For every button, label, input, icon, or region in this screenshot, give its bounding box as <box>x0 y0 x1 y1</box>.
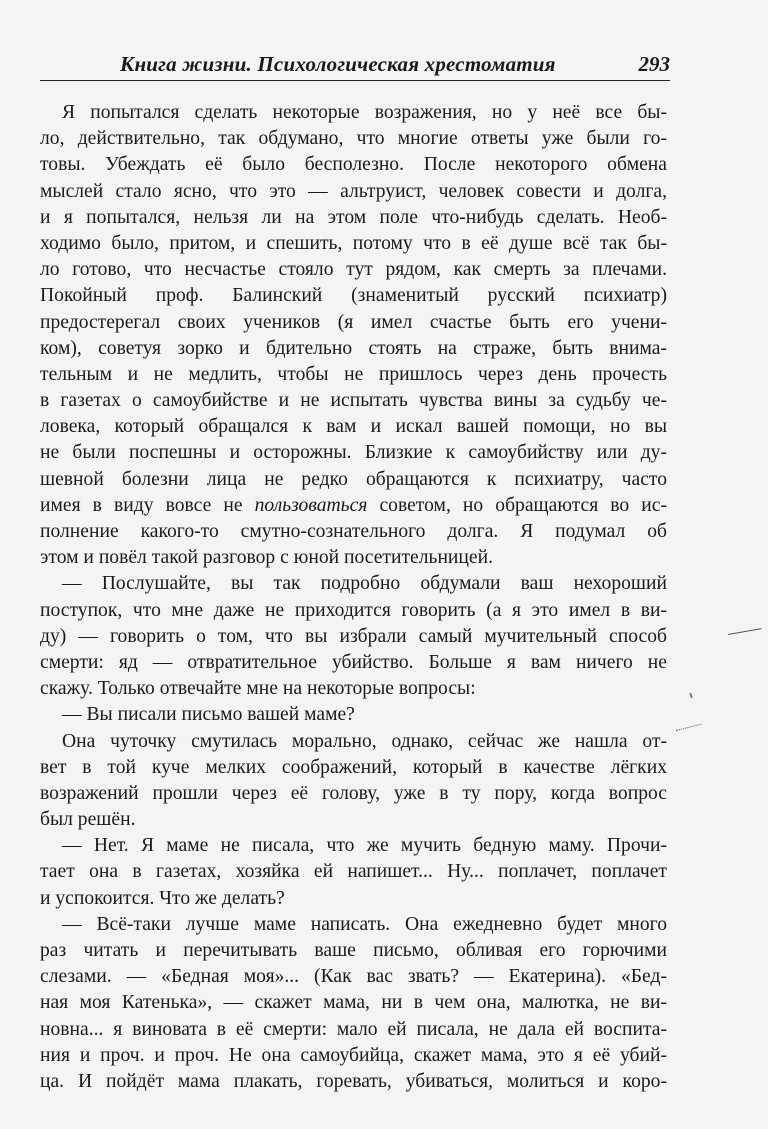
text-line: шевной болезни лица не редко обращаются к психиатру, часто <box>40 468 667 490</box>
text-line: ло, действительно, так обдумано, что многие ответы уже были го- <box>40 128 667 150</box>
header-rule <box>40 80 670 81</box>
text-line: ная моя Катенька», — скажет мама, ни в чем она, малютка, не ви- <box>40 992 667 1014</box>
pencil-scribble <box>676 724 701 731</box>
text-line: мыслей стало ясно, что это — альтруист, человек совести и долга, <box>40 180 667 202</box>
emphasis-text: пользоваться <box>254 494 368 516</box>
text-line: — Вы писали письмо вашей маме? <box>62 704 355 726</box>
text-line: смерти: яд — отвратительное убийство. Больше я вам ничего не <box>40 651 667 673</box>
text-line: поступок, что мне даже не приходится говорить (а я это имел в ви- <box>40 599 667 621</box>
text-line: в газетах о самоубийстве и не испытать чувства вины за судьбу че- <box>40 390 667 412</box>
text-segment: советом, но обращаются во ис- <box>367 494 667 516</box>
text-line: скажу. Только отвечайте мне на некоторые вопросы: <box>40 678 476 700</box>
text-segment: имея в виду вовсе не <box>40 494 255 516</box>
text-line: вет в той куче мелких соображений, который в качестве лёгких <box>40 756 667 778</box>
text-line: товы. Убеждать её было бесполезно. После некоторого обмена <box>40 154 667 176</box>
running-title: Книга жизни. Психологическая хрестоматия <box>120 52 556 76</box>
text-line: и я попытался, нельзя ли на этом поле что-нибудь сделать. Необ- <box>40 206 667 228</box>
text-line: ца. И пойдёт мама плакать, горевать, убиваться, молиться и коро- <box>40 1070 667 1092</box>
pencil-dot <box>689 693 693 698</box>
text-line: полнение какого-то смутно-сознательного долга. Я подумал об <box>40 521 667 542</box>
text-line: этом и повёл такой разговор с юной посетительницей. <box>40 547 493 569</box>
text-line: и успокоится. Что же делать? <box>40 887 285 909</box>
text-line: не были поспешны и осторожны. Близкие к самоубийству или ду- <box>40 442 667 464</box>
text-line: ло готово, что несчастье стояло тут рядом, как смерть за плечами. <box>40 259 667 281</box>
text-line: слезами. — «Бедная моя»... (Как вас звать? — Екатерина). «Бед- <box>40 966 667 988</box>
text-line: — Нет. Я маме не писала, что же мучить бедную маму. Прочи- <box>62 835 667 857</box>
text-line: ния и проч. и проч. Не она самоубийца, скажет мама, это я её убий- <box>40 1044 667 1066</box>
text-line: — Послушайте, вы так подробно обдумали ваш нехороший <box>62 573 667 595</box>
text-line: Я попытался сделать некоторые возражения, но у неё все бы- <box>62 102 667 123</box>
text-line: ходимо было, притом, и спешить, потому что в её душе всё так бы- <box>40 232 667 254</box>
text-line: возражений прошли через её голову, уже в ту пору, когда вопрос <box>40 782 667 804</box>
body-text <box>40 100 667 1095</box>
text-line: ловека, который обращался к вам и искал вашей помощи, но вы <box>40 416 667 438</box>
text-line: раз читать и перечитывать ваше письмо, обливая его горючими <box>40 940 667 961</box>
text-line: Покойный проф. Балинский (знаменитый русский психиатр) <box>40 285 667 307</box>
text-line: предостерегал своих учеников (я имел счастье быть его учени- <box>40 311 667 333</box>
text-line <box>40 493 667 519</box>
pencil-mark <box>728 628 762 635</box>
page-number: 293 <box>638 52 670 76</box>
text-line: Она чуточку смутилась морально, однако, сейчас же нашла от- <box>62 730 667 752</box>
text-line: был решён. <box>40 809 136 831</box>
text-line: — Всё-таки лучше маме написать. Она ежедневно будет много <box>62 913 667 935</box>
running-head <box>40 50 670 82</box>
text-line: тельным и не медлить, чтобы не пришлось через день прочесть <box>40 363 667 385</box>
text-line: тает она в газетах, хозяйка ей напишет... Ну... поплачет, поплачет <box>40 861 667 883</box>
text-line: новна... я виновата в её смерти: мало ей писала, не дала ей воспита- <box>40 1018 667 1040</box>
text-line: ком), советуя зорко и бдительно стоять на страже, быть внима- <box>40 337 667 359</box>
text-line: ду) — говорить о том, что вы избрали самый мучительный способ <box>40 625 667 647</box>
